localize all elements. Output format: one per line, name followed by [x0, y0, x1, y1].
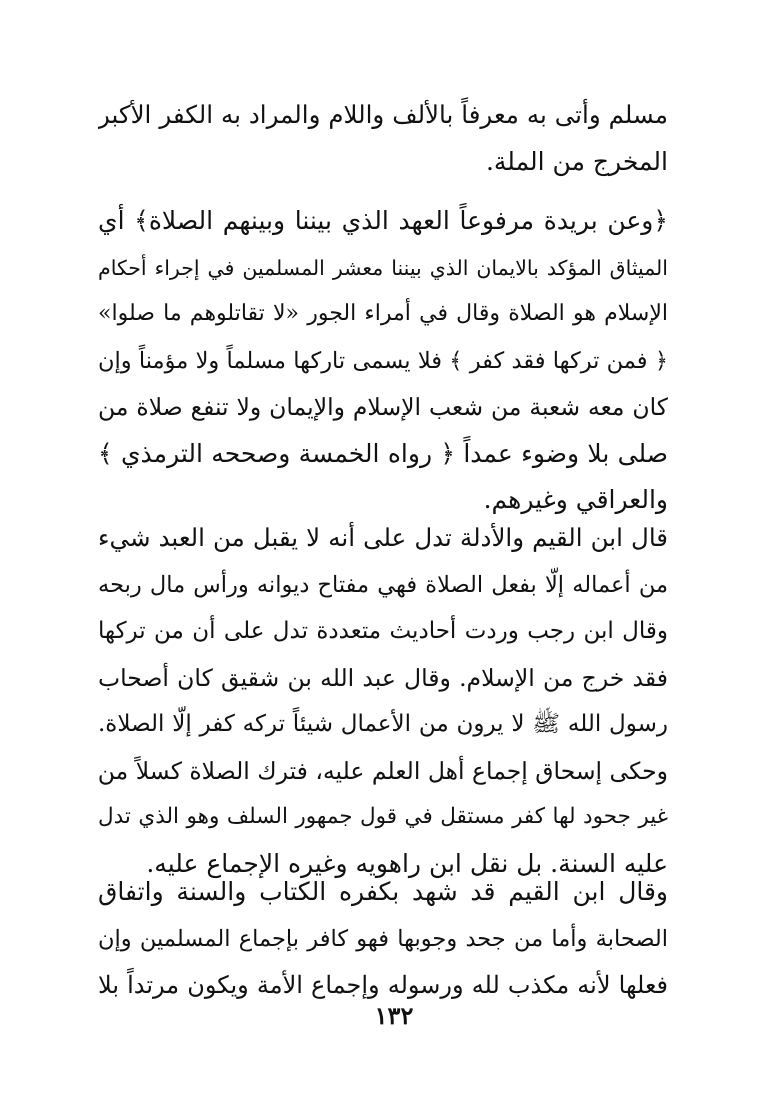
text-line: رسول الله ﷺ لا يرون من الأعمال شيئاً تركه كفر إلّا الصلاة. [98, 711, 668, 737]
text-line: غير جحود لها كفر مستقل في قول جمهور السلف وهو الذي تدل [98, 804, 668, 829]
text-line: مسلم وأتى به معرفاً بالألف واللام والمراد به الكفر الأكبر [98, 100, 668, 129]
text-line: صلى بلا وضوء عمداً ﴿ رواه الخمسة وصححه الترمذي ﴾ [98, 438, 668, 468]
text-line: من أعماله إلّا بفعل الصلاة فهي مفتاح ديوانه ورأس مال ربحه [98, 571, 668, 598]
text-line: ﴿ فمن تركها فقد كفر ﴾ فلا يسمى تاركها مسلماً ولا مؤمناً وإن [98, 347, 668, 374]
text-line: المخرج من الملة. [485, 146, 668, 176]
text-line: ﴿وعن بريدة مرفوعاً العهد الذي بيننا وبينهم الصلاة﴾ أي [98, 206, 668, 235]
text-line: وقال ابن رجب وردت أحاديث متعددة تدل على أن من تركها [98, 618, 668, 644]
text-line: قال ابن القيم والأدلة تدل على أنه لا يقبل من العبد شيء [98, 523, 668, 552]
text-line: الصحابة وأما من جحد وجوبها فهو كافر بإجماع المسلمين وإن [98, 925, 668, 952]
paragraph-4 [98, 869, 668, 1009]
text-line: الإسلام هو الصلاة وقال في أمراء الجور «لا تقاتلوهم ما صلوا» [98, 301, 668, 326]
paragraph-2 [98, 198, 668, 524]
text-line: وقال ابن القيم قد شهد بكفره الكتاب والسنة واتفاق [98, 877, 668, 906]
text-line: فقد خرج من الإسلام. وقال عبد الله بن شقيق كان أصحاب [98, 663, 668, 692]
text-line: عليه السنة. بل نقل ابن راهويه وغيره الإجماع عليه. [146, 848, 668, 878]
text-line: والعراقي وغيرهم. [483, 485, 668, 514]
text-line: وحكى إسحاق إجماع أهل العلم عليه، فترك الصلاة كسلاً من [98, 756, 668, 785]
text-line: الميثاق المؤكد بالايمان الذي بيننا معشر المسلمين في إجراء أحكام [98, 255, 668, 280]
page-number: ١٣٢ [374, 1001, 414, 1030]
paragraph-1 [98, 92, 668, 185]
text-line: فعلها لأنه مكذب لله ورسوله وإجماع الأمة ويكون مرتداً بلا [98, 971, 668, 999]
text-line: كان معه شعبة من شعب الإسلام والإيمان ولا تنفع صلاة من [98, 393, 668, 421]
paragraph-3 [98, 515, 668, 887]
